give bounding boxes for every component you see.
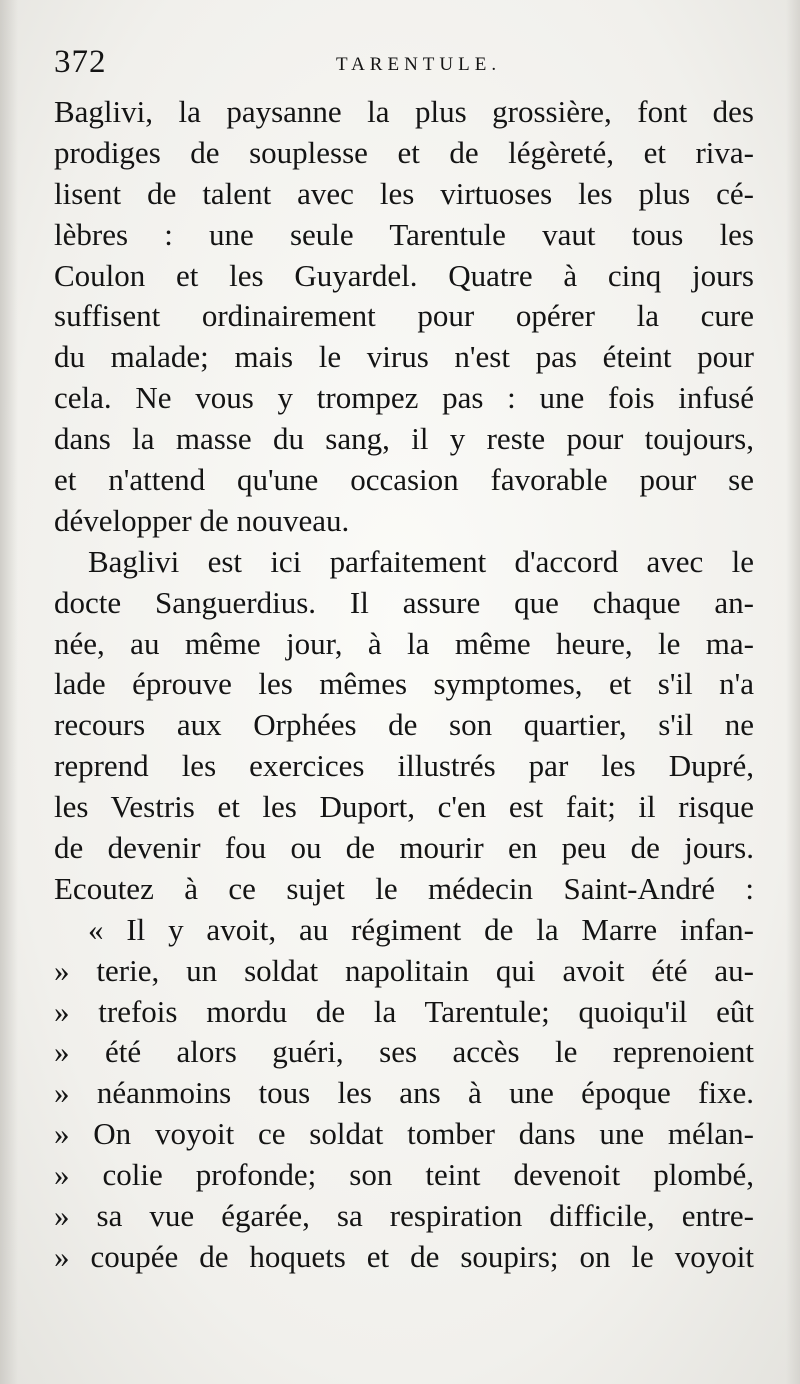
running-title: TARENTULE. [336,54,502,75]
text-line: recours aux Orphées de son quartier, s'il ne [54,707,754,743]
text-line: de devenir fou ou de mourir en peu de jours. [54,830,754,866]
running-header [54,44,754,84]
text-line: Baglivi est ici parfaitement d'accord avec le [88,543,754,579]
quote-line: » trefois mordu de la Tarentule; quoiqu'il eût [54,993,754,1029]
body-text [54,92,754,1278]
quote-line: » coupée de hoquets et de soupirs; on le voyoit [54,1238,754,1274]
text-line: lade éprouve les mêmes symptomes, et s'il n'a [54,666,754,702]
quote-line: » colie profonde; son teint devenoit plombé, [54,1157,754,1193]
quote-line: « Il y avoit, au régiment de la Marre infan- [88,911,754,947]
quote-line: » néanmoins tous les ans à une époque fixe. [54,1075,754,1111]
text-line: Ecoutez à ce sujet le médecin Saint-André : [54,870,754,906]
page-number: 372 [54,44,107,80]
text-line: Baglivi, la paysanne la plus grossière, font des [54,94,754,129]
quote-line: » terie, un soldat napolitain qui avoit été au- [54,952,754,988]
text-line: cela. Ne vous y trompez pas : une fois infusé [54,380,754,416]
page-shadow-left [0,0,18,1384]
text-line: lèbres : une seule Tarentule vaut tous les [54,216,754,252]
text-line: et n'attend qu'une occasion favorable pour se [54,462,754,498]
text-line: prodiges de souplesse et de légèreté, et riva- [54,134,754,170]
quote-line: » On voyoit ce soldat tomber dans une mélan- [54,1116,754,1152]
text-line: dans la masse du sang, il y reste pour toujours, [54,421,754,457]
text-line: née, au même jour, à la même heure, le ma- [54,625,754,661]
text-line: développer de nouveau. [54,502,350,538]
text-line: lisent de talent avec les virtuoses les plus cé- [54,175,754,211]
page-shadow-right [786,0,800,1384]
text-line: suffisent ordinairement pour opérer la cure [54,298,754,334]
quote-line: » sa vue égarée, sa respiration difficile, entre- [54,1198,754,1234]
text-line: Coulon et les Guyardel. Quatre à cinq jours [54,257,754,293]
text-line: les Vestris et les Duport, c'en est fait; il risque [54,789,754,825]
quote-line: » été alors guéri, ses accès le reprenoient [54,1034,754,1070]
text-line: du malade; mais le virus n'est pas éteint pour [54,339,754,375]
text-line: reprend les exercices illustrés par les Dupré, [54,748,754,784]
text-line: docte Sanguerdius. Il assure que chaque an- [54,584,754,620]
